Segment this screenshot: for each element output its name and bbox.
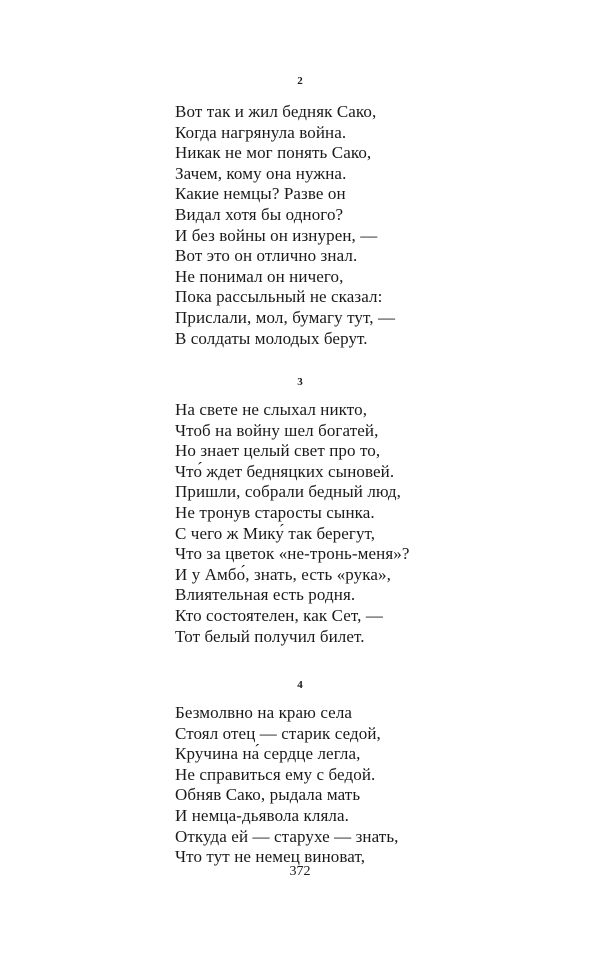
verse-line: Пока рассыльный не сказал: — [175, 287, 383, 307]
verse-line: Обняв Сако, рыдала мать — [175, 785, 361, 805]
verse-line: Когда нагрянула война. — [175, 122, 347, 142]
verse-line: Никак не мог понять Сако, — [175, 143, 372, 163]
verse-line: И у Амбо́, знать, есть «рука», — [175, 564, 391, 584]
verse-line: Безмолвно на краю села — [175, 703, 353, 722]
verse-line: Что за цветок «не-тронь-меня»? — [175, 544, 410, 564]
section-number: 2 — [297, 75, 303, 87]
verse-line: На свете не слыхал никто, — [175, 400, 368, 419]
verse-line: Кручина на́ сердце легла, — [175, 744, 361, 764]
verse-line: Тот белый получил билет. — [175, 626, 365, 646]
verse-line: Стоял отец — старик седой, — [175, 723, 381, 743]
verse-line: Прислали, мол, бумагу тут, — — [175, 307, 396, 327]
verse-line: Видал хотя бы одного? — [175, 204, 344, 224]
verse-line: С чего ж Мику́ так берегут, — [175, 523, 376, 543]
verse-line: Чтоб на войну шел богатей, — [175, 420, 379, 440]
verse-line: Не тронув старосты сынка. — [175, 502, 375, 522]
verse-line: Не справиться ему с бедой. — [175, 764, 376, 784]
stanza — [175, 703, 399, 868]
stanza — [175, 400, 410, 647]
verse-line: Что́ ждет бедняцких сыновей. — [175, 461, 395, 481]
verse-line: Влиятельная есть родня. — [175, 585, 356, 605]
verse-line: И без войны он изнурен, — — [175, 225, 378, 245]
verse-line: И немца-дьявола кляла. — [175, 805, 349, 825]
verse-line: Не понимал он ничего, — [175, 266, 344, 286]
verse-line: Но знает целый свет про то, — [175, 441, 381, 461]
verse-line: Пришли, собрали бедный люд, — [175, 482, 401, 502]
verse-line: Зачем, кому она нужна. — [175, 163, 347, 183]
verse-line: Откуда ей — старухе — знать, — [175, 826, 399, 846]
verse-line: Вот так и жил бедняк Сако, — [175, 102, 377, 121]
verse-line: Что тут не немец виноват, — [175, 847, 366, 867]
verse-line: Кто состоятелен, как Сет, — — [175, 605, 383, 625]
section-number: 3 — [297, 376, 303, 388]
verse-line: Какие немцы? Разве он — [175, 184, 346, 204]
page-number: 372 — [289, 864, 311, 879]
verse-line: Вот это он отлично знал. — [175, 246, 358, 266]
verse-line: В солдаты молодых берут. — [175, 328, 368, 348]
section-number: 4 — [297, 679, 303, 691]
stanza — [175, 102, 395, 349]
